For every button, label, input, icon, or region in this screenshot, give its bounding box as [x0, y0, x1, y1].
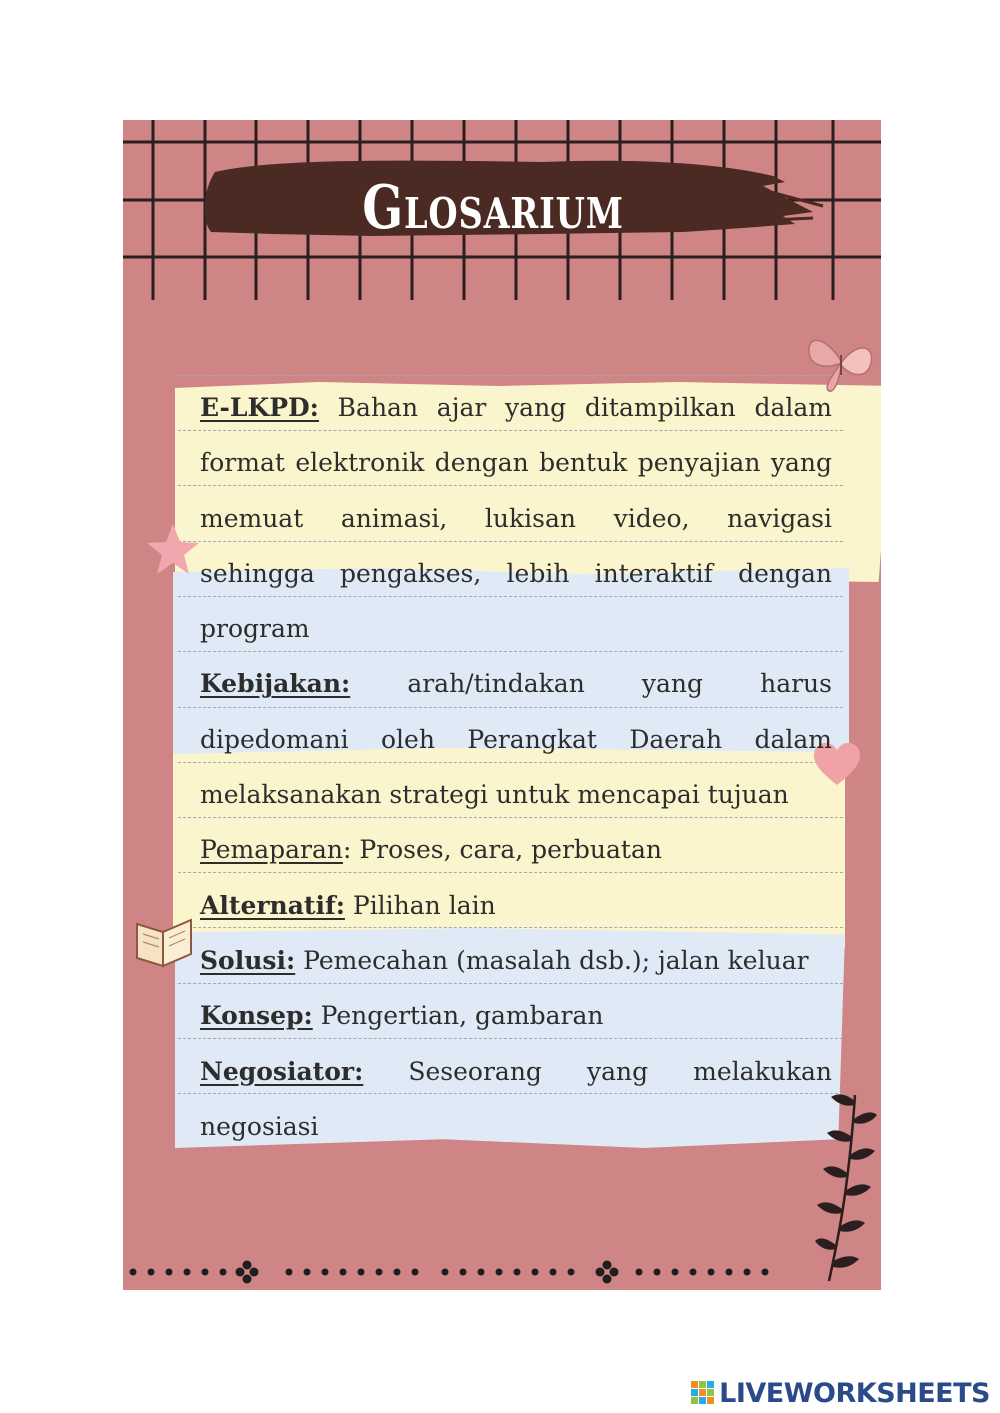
glossary-entry — [200, 822, 832, 877]
glossary-term: Kebijakan: — [200, 669, 351, 699]
glossary-term: Negosiator: — [200, 1056, 364, 1086]
glossary-definition: Pengertian, gambaran — [312, 1001, 604, 1031]
glossary-term: Alternatif: — [200, 890, 345, 920]
glossary-definition: : Proses, cara, perbuatan — [342, 835, 662, 865]
open-book-icon — [131, 910, 197, 970]
glossary-term: Solusi: — [200, 945, 296, 975]
glossary-entry — [200, 380, 832, 656]
brand-name: LIVEWORKSHEETS — [719, 1377, 990, 1409]
glossary-definition: Pemecahan (masalah dsb.); jalan keluar — [295, 945, 809, 975]
glossary-term: Konsep: — [200, 1001, 313, 1031]
glossary-definition: arah/tindakan yang harus dipedomani oleh Perangkat Daerah dalam melaksanakan strategi untuk mencapai tujuan — [200, 669, 832, 810]
glossary-term: E-LKPD: — [200, 393, 319, 422]
glossary-definition: Seseorang yang melakukan negosiasi — [200, 1056, 832, 1141]
ruled-line — [178, 375, 843, 376]
glossary-entry — [200, 933, 832, 988]
liveworksheets-logo-icon — [691, 1381, 715, 1405]
glossary-entry — [200, 1044, 832, 1155]
star-icon — [143, 520, 203, 580]
glossary-entry — [200, 988, 832, 1043]
glossary-definition: Pilihan lain — [344, 890, 496, 920]
dotted-ornament-border — [123, 1258, 881, 1286]
glossary-term: Pemaparan — [200, 835, 343, 865]
glossary-entry — [200, 878, 832, 933]
glossary-definition: Bahan ajar yang ditampilkan dalam format elektronik dengan bentuk penyajian yang memuat animasi, lukisan video, navigasi sehingga pengakses, lebih interaktif dengan program — [200, 393, 832, 644]
glossary-entry — [200, 656, 832, 822]
glossary-card — [123, 120, 881, 1290]
page-title: Glosarium — [362, 173, 624, 243]
glossary-list — [200, 380, 832, 1154]
liveworksheets-brand — [691, 1375, 990, 1411]
